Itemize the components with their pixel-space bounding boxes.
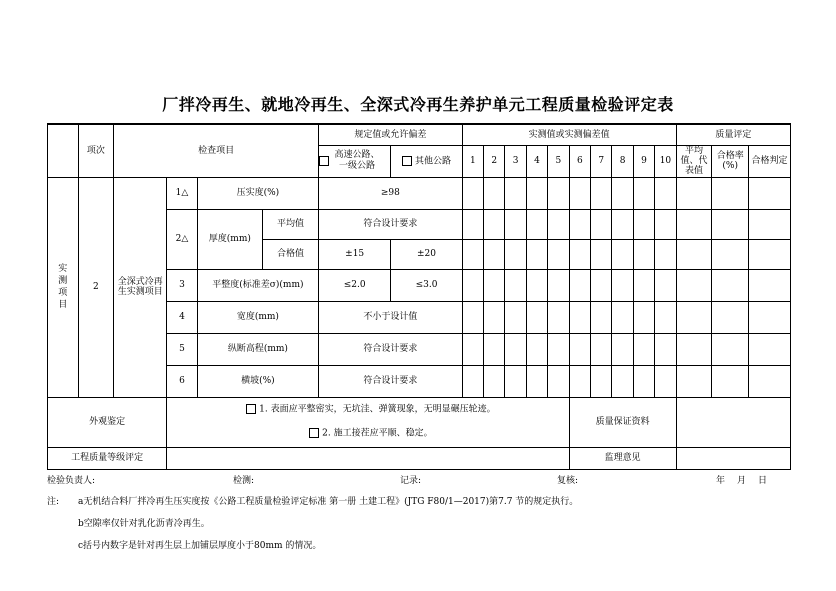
r4-name: 宽度(mm) <box>197 301 318 333</box>
r2a-m2[interactable] <box>484 209 505 239</box>
header-pass-rate: 合格率(%) <box>712 145 749 177</box>
measured-col-2: 2 <box>484 145 505 177</box>
header-spec-group: 规定值或允许偏差 <box>319 124 463 145</box>
r6-name: 横坡(%) <box>197 365 318 397</box>
measured-col-6: 6 <box>569 145 590 177</box>
r2-pass-label: 合格值 <box>262 239 318 269</box>
measured-col-4: 4 <box>526 145 547 177</box>
r4-rate[interactable] <box>712 301 749 333</box>
footer-month: 月 <box>737 476 747 486</box>
section-label: 实测项目 <box>58 264 68 311</box>
r3-high: ≤2.0 <box>319 269 391 301</box>
grade-label: 工程质量等级评定 <box>48 447 167 469</box>
r5-m2[interactable] <box>484 333 505 365</box>
r2b-m4[interactable] <box>526 239 547 269</box>
r1-m1[interactable] <box>462 177 483 209</box>
r1-m2[interactable] <box>484 177 505 209</box>
highway-checkbox[interactable] <box>319 156 329 166</box>
r4-m5[interactable] <box>548 301 569 333</box>
r2b-m9[interactable] <box>633 239 654 269</box>
r1-m6[interactable] <box>569 177 590 209</box>
section-label-cell <box>48 177 79 397</box>
r2a-judge[interactable] <box>749 209 791 239</box>
r6-m1[interactable] <box>462 365 483 397</box>
r2a-m6[interactable] <box>569 209 590 239</box>
quality-table <box>47 123 791 470</box>
r1-m5[interactable] <box>548 177 569 209</box>
r3-no: 3 <box>167 269 198 301</box>
header-avg-rep: 平均值、代表值 <box>676 145 712 177</box>
r2a-m3[interactable] <box>505 209 526 239</box>
spec-highway-cell <box>319 145 391 177</box>
r4-m7[interactable] <box>591 301 612 333</box>
r1-m9[interactable] <box>633 177 654 209</box>
note-a: a无机结合料厂拌冷再生压实度按《公路工程质量检验评定标准 第一册 土建工程》(JTG F80/1—2017)第7.7 节的规定执行。 <box>78 497 579 507</box>
r3-m6[interactable] <box>569 269 590 301</box>
r3-other: ≤3.0 <box>391 269 462 301</box>
r6-m5[interactable] <box>548 365 569 397</box>
r3-avg[interactable] <box>676 269 712 301</box>
r5-m8[interactable] <box>612 333 633 365</box>
r3-m2[interactable] <box>484 269 505 301</box>
r2-avg-spec: 符合设计要求 <box>319 209 463 239</box>
r6-avg[interactable] <box>676 365 712 397</box>
r2b-rate[interactable] <box>712 239 749 269</box>
header-check-item: 检查项目 <box>114 124 319 177</box>
footer-test: 检测: <box>233 476 255 486</box>
r6-no: 6 <box>167 365 198 397</box>
other-road-checkbox[interactable] <box>402 156 412 166</box>
footer-review: 复核: <box>557 476 579 486</box>
item-index: 2 <box>78 177 114 397</box>
r6-m10[interactable] <box>655 365 677 397</box>
r2b-m10[interactable] <box>655 239 677 269</box>
r5-rate[interactable] <box>712 333 749 365</box>
r3-m8[interactable] <box>612 269 633 301</box>
measured-col-1: 1 <box>462 145 483 177</box>
r2-name: 厚度(mm) <box>197 209 262 269</box>
appearance-1-checkbox[interactable] <box>246 404 256 414</box>
r2a-m7[interactable] <box>591 209 612 239</box>
r5-m4[interactable] <box>526 333 547 365</box>
r5-avg[interactable] <box>676 333 712 365</box>
r6-rate[interactable] <box>712 365 749 397</box>
r2a-m8[interactable] <box>612 209 633 239</box>
r3-judge[interactable] <box>749 269 791 301</box>
r4-m9[interactable] <box>633 301 654 333</box>
footer-record: 记录: <box>400 476 422 486</box>
supervision-value[interactable] <box>676 447 790 469</box>
header-pass-judge: 合格判定 <box>749 145 791 177</box>
footer-inspector: 检验负责人: <box>47 476 96 486</box>
r3-m4[interactable] <box>526 269 547 301</box>
r2b-m3[interactable] <box>505 239 526 269</box>
r2-pass-high: ±15 <box>319 239 391 269</box>
r5-m9[interactable] <box>633 333 654 365</box>
header-measured-group: 实测值或实测偏差值 <box>462 124 676 145</box>
r2a-m9[interactable] <box>633 209 654 239</box>
r5-m5[interactable] <box>548 333 569 365</box>
r1-m8[interactable] <box>612 177 633 209</box>
r2a-m10[interactable] <box>655 209 677 239</box>
r5-name: 纵断高程(mm) <box>197 333 318 365</box>
measured-col-3: 3 <box>505 145 526 177</box>
r2a-m1[interactable] <box>462 209 483 239</box>
r3-m3[interactable] <box>505 269 526 301</box>
r5-m3[interactable] <box>505 333 526 365</box>
r4-no: 4 <box>167 301 198 333</box>
r2a-m4[interactable] <box>526 209 547 239</box>
appearance-item-2: 2. 施工接茬应平顺、稳定。 <box>322 428 433 439</box>
r4-spec: 不小于设计值 <box>319 301 463 333</box>
r1-judge[interactable] <box>749 177 791 209</box>
r5-m7[interactable] <box>591 333 612 365</box>
r5-no: 5 <box>167 333 198 365</box>
page-title: 厂拌冷再生、就地冷再生、全深式冷再生养护单元工程质量检验评定表 <box>162 95 674 114</box>
appearance-item-2-cell <box>167 421 569 447</box>
spec-other-label: 其他公路 <box>414 156 451 167</box>
spec-other-cell <box>391 145 462 177</box>
r5-m1[interactable] <box>462 333 483 365</box>
r1-m3[interactable] <box>505 177 526 209</box>
r4-m1[interactable] <box>462 301 483 333</box>
note-c: c括号内数字是针对再生层上加铺层厚度小于80mm 的情况。 <box>78 541 322 551</box>
r3-name: 平整度(标准差σ)(mm) <box>197 269 318 301</box>
r6-m4[interactable] <box>526 365 547 397</box>
r2b-m7[interactable] <box>591 239 612 269</box>
r2-avg-label: 平均值 <box>262 209 318 239</box>
r1-avg[interactable] <box>676 177 712 209</box>
r5-m10[interactable] <box>655 333 677 365</box>
r6-m7[interactable] <box>591 365 612 397</box>
r1-m7[interactable] <box>591 177 612 209</box>
r2b-m8[interactable] <box>612 239 633 269</box>
r6-m6[interactable] <box>569 365 590 397</box>
r2b-m5[interactable] <box>548 239 569 269</box>
r6-m9[interactable] <box>633 365 654 397</box>
r1-m4[interactable] <box>526 177 547 209</box>
footer-day: 日 <box>758 476 768 486</box>
r4-judge[interactable] <box>749 301 791 333</box>
r4-m8[interactable] <box>612 301 633 333</box>
r2-pass-other: ±20 <box>391 239 462 269</box>
corner-cell <box>48 124 79 177</box>
notes-label: 注: <box>47 497 60 507</box>
r6-judge[interactable] <box>749 365 791 397</box>
footer-year: 年 <box>716 476 726 486</box>
measured-col-9: 9 <box>633 145 654 177</box>
spec-highway-label: 高速公路、一级公路 <box>334 150 380 172</box>
r2b-m2[interactable] <box>484 239 505 269</box>
r3-m5[interactable] <box>548 269 569 301</box>
grade-value[interactable] <box>167 447 569 469</box>
r1-m10[interactable] <box>655 177 677 209</box>
r2b-avg[interactable] <box>676 239 712 269</box>
r4-m10[interactable] <box>655 301 677 333</box>
measured-col-7: 7 <box>591 145 612 177</box>
measured-col-5: 5 <box>548 145 569 177</box>
appearance-item-1-cell <box>167 397 569 421</box>
r6-spec: 符合设计要求 <box>319 365 463 397</box>
r5-m6[interactable] <box>569 333 590 365</box>
appearance-2-checkbox[interactable] <box>309 428 319 438</box>
r6-m3[interactable] <box>505 365 526 397</box>
note-b: b空隙率仅针对乳化沥青冷再生。 <box>78 519 210 529</box>
r6-m8[interactable] <box>612 365 633 397</box>
r2a-rate[interactable] <box>712 209 749 239</box>
r2a-avg[interactable] <box>676 209 712 239</box>
r5-judge[interactable] <box>749 333 791 365</box>
r2b-m1[interactable] <box>462 239 483 269</box>
appearance-item-1: 1. 表面应平整密实，无坑洼、弹簧现象，无明显碾压轮迹。 <box>259 404 496 415</box>
header-quality-group: 质量评定 <box>676 124 790 145</box>
r3-m1[interactable] <box>462 269 483 301</box>
quality-docs-label: 质量保证资料 <box>569 397 676 447</box>
r2-no: 2△ <box>167 209 198 269</box>
r2b-m6[interactable] <box>569 239 590 269</box>
r2b-judge[interactable] <box>749 239 791 269</box>
r4-m4[interactable] <box>526 301 547 333</box>
r3-rate[interactable] <box>712 269 749 301</box>
r1-name: 压实度(%) <box>197 177 318 209</box>
appearance-label: 外观鉴定 <box>48 397 167 447</box>
r4-avg[interactable] <box>676 301 712 333</box>
r1-spec: ≥98 <box>319 177 463 209</box>
r1-no: 1△ <box>167 177 198 209</box>
r5-spec: 符合设计要求 <box>319 333 463 365</box>
item-name: 全深式冷再生实测项目 <box>114 177 167 397</box>
r4-m3[interactable] <box>505 301 526 333</box>
supervision-label: 监理意见 <box>569 447 676 469</box>
r4-m6[interactable] <box>569 301 590 333</box>
r3-m7[interactable] <box>591 269 612 301</box>
r3-m10[interactable] <box>655 269 677 301</box>
header-item-no: 项次 <box>78 124 114 177</box>
measured-col-8: 8 <box>612 145 633 177</box>
r2a-m5[interactable] <box>548 209 569 239</box>
r6-m2[interactable] <box>484 365 505 397</box>
r4-m2[interactable] <box>484 301 505 333</box>
r3-m9[interactable] <box>633 269 654 301</box>
quality-docs-value[interactable] <box>676 397 790 447</box>
measured-col-10: 10 <box>655 145 677 177</box>
r1-rate[interactable] <box>712 177 749 209</box>
